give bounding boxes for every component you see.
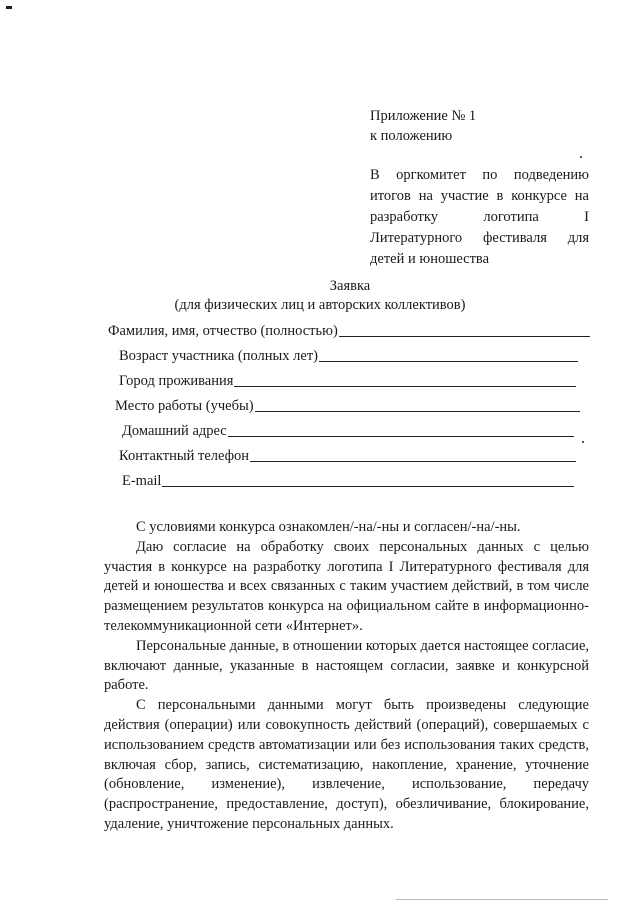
field-email[interactable] — [122, 472, 574, 490]
appendix-reference — [370, 106, 476, 146]
addressee-line: Литературного фестиваля для — [370, 230, 589, 246]
form-title: Заявка — [329, 278, 371, 294]
field-phone[interactable] — [119, 447, 576, 465]
field-label: Фамилия, имя, отчество (полностью) — [108, 323, 338, 339]
fill-line[interactable] — [319, 361, 578, 362]
fill-line[interactable] — [250, 461, 576, 462]
field-city[interactable] — [119, 372, 576, 390]
fill-line[interactable] — [162, 486, 574, 487]
consent-paragraph: Даю согласие на обработку своих персональных данных с целью участия в конкурсе на разработку логотипа I Литературного фестиваля для детей и юношества и всех связанных с таким участием действий, в том числе размещением результатов конкурса на официальном сайте в информационно-телекоммуникационной сети «Интернет». — [104, 538, 589, 634]
appendix-subtitle: к положению — [370, 128, 453, 144]
field-label: Город проживания — [119, 373, 234, 389]
field-full-name[interactable] — [108, 322, 590, 340]
appendix-number: Приложение № 1 — [370, 108, 477, 124]
consent-text — [104, 518, 589, 835]
field-age[interactable] — [119, 347, 578, 365]
field-workplace[interactable] — [115, 397, 580, 415]
field-home-address[interactable] — [122, 422, 574, 440]
field-label: E-mail — [122, 473, 162, 489]
addressee-block — [370, 165, 589, 270]
consent-paragraph: Персональные данные, в отношении которых дается настоящее согласие, включают данные, указанные в настоящем согласии, заявке и конкурсной работе. — [104, 637, 589, 694]
fill-line[interactable] — [228, 436, 574, 437]
form-subtitle: (для физических лиц и авторских коллективов) — [174, 297, 466, 313]
field-label: Возраст участника (полных лет) — [119, 348, 318, 364]
scan-speck — [582, 441, 584, 443]
scan-mark — [6, 6, 12, 9]
scan-speck — [580, 156, 582, 158]
field-label: Домашний адрес — [122, 423, 227, 439]
consent-paragraph: С персональными данными могут быть произведены следующие действия (операции) или совокупность действий (операций), совершаемых с использованием средств автоматизации или без использования таких средств, включая сбор, запись, систематизацию, накопление, хранение, уточнение (обновление, изменение), извлечение, использование, передачу (распространение, предоставление, доступ), обезличивание, блокирование, удаление, уничтожение персональных данных. — [104, 697, 589, 832]
consent-paragraph: С условиями конкурса ознакомлен/-на/-ны и согласен/-на/-ны. — [136, 519, 521, 535]
field-label: Место работы (учебы) — [115, 398, 254, 414]
addressee-line: детей и юношества — [370, 251, 490, 267]
fill-line[interactable] — [255, 411, 580, 412]
addressee-line: разработку логотипа I — [370, 209, 589, 225]
addressee-line: итогов на участие в конкурсе на — [370, 188, 589, 204]
addressee-line: В оргкомитет по подведению — [370, 167, 589, 183]
field-label: Контактный телефон — [119, 448, 250, 464]
fill-line[interactable] — [339, 336, 590, 337]
fill-line[interactable] — [234, 386, 576, 387]
page-edge-line — [396, 899, 608, 900]
